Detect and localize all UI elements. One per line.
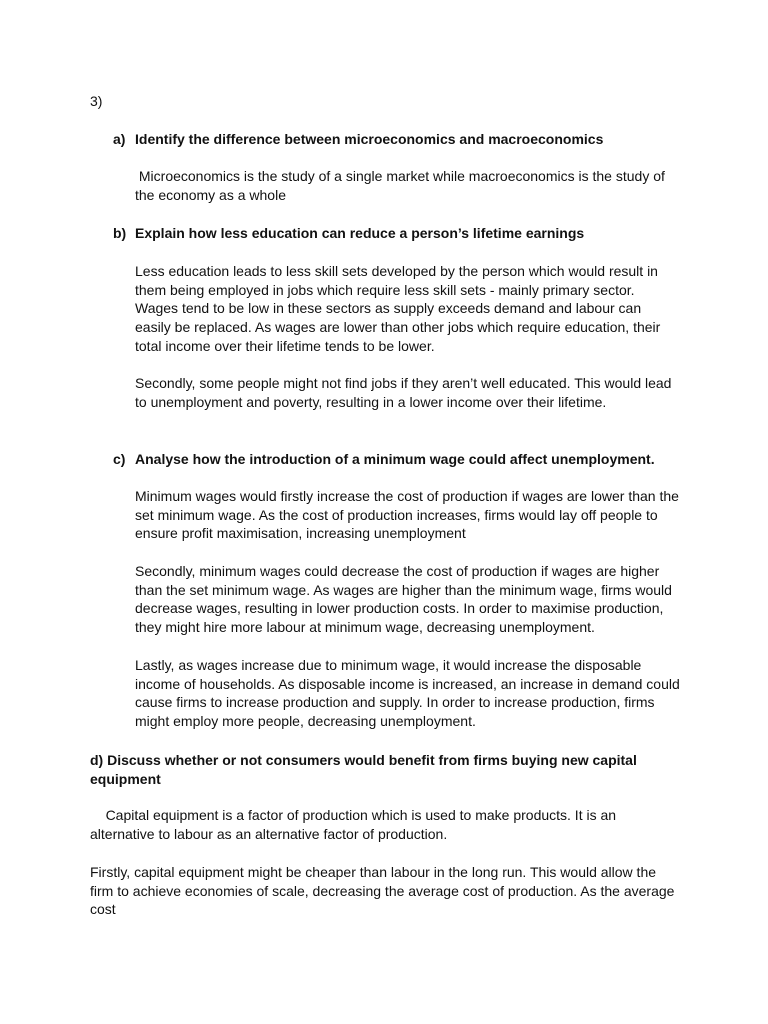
part-d-heading: d) Discuss whether or not consumers would benefit from firms buying new capital equipment [90, 752, 637, 787]
part-d-paragraph-1: Capital equipment is a factor of production which is used to make products. It is an alternative to labour as an alternative factor of production. [90, 807, 620, 842]
part-c-letter: c) [113, 451, 126, 467]
part-b-heading-text: Explain how less education can reduce a person’s lifetime earnings [135, 225, 585, 241]
part-b-paragraph-2: Secondly, some people might not find jobs if they aren’t well educated. This would lead to unemployment and poverty, resulting in a lower income over their lifetime. [135, 375, 672, 410]
part-c-heading-text: Analyse how the introduction of a minimum wage could affect unemployment. [135, 451, 655, 467]
part-c-heading [113, 450, 673, 469]
part-a-heading [113, 130, 673, 149]
part-b-paragraph-1: Less education leads to less skill sets developed by the person which would result in them being employed in jobs which require less skill sets - mainly primary sector. Wages tend to be low in these sectors as supply exceeds demand and labour can easily be replaced. As wages are lower than other jobs which require education, their total income over their lifetime tends to be lower. [135, 263, 661, 354]
part-a-letter: a) [113, 131, 126, 147]
part-c-paragraph-3: Lastly, as wages increase due to minimum wage, it would increase the disposable income of households. As disposable income is increased, an increase in demand could cause firms to increase production and supply. In order to increase production, firms might employ more people, decreasing unemployment. [135, 657, 680, 730]
part-c-paragraph-1: Minimum wages would firstly increase the cost of production if wages are lower than the set minimum wage. As the cost of production increases, firms would lay off people to ensure profit maximisation, increasing unemployment [135, 488, 679, 542]
part-b-letter: b) [113, 225, 127, 241]
part-a-heading-text: Identify the difference between microeconomics and macroeconomics [135, 131, 604, 147]
part-a-paragraph-1: Microeconomics is the study of a single market while macroeconomics is the study of the economy as a whole [135, 168, 669, 203]
part-d-paragraph-2: Firstly, capital equipment might be cheaper than labour in the long run. This would allow the firm to achieve economies of scale, decreasing the average cost of production. As the average cost [90, 864, 675, 918]
question-number: 3) [90, 93, 103, 109]
part-c-paragraph-2: Secondly, minimum wages could decrease the cost of production if wages are higher than the set minimum wage. As wages are higher than the minimum wage, firms would decrease wages, resulting in lower production costs. In order to maximise production, they might hire more labour at minimum wage, decreasing unemployment. [135, 563, 672, 636]
part-b-heading [113, 224, 673, 243]
